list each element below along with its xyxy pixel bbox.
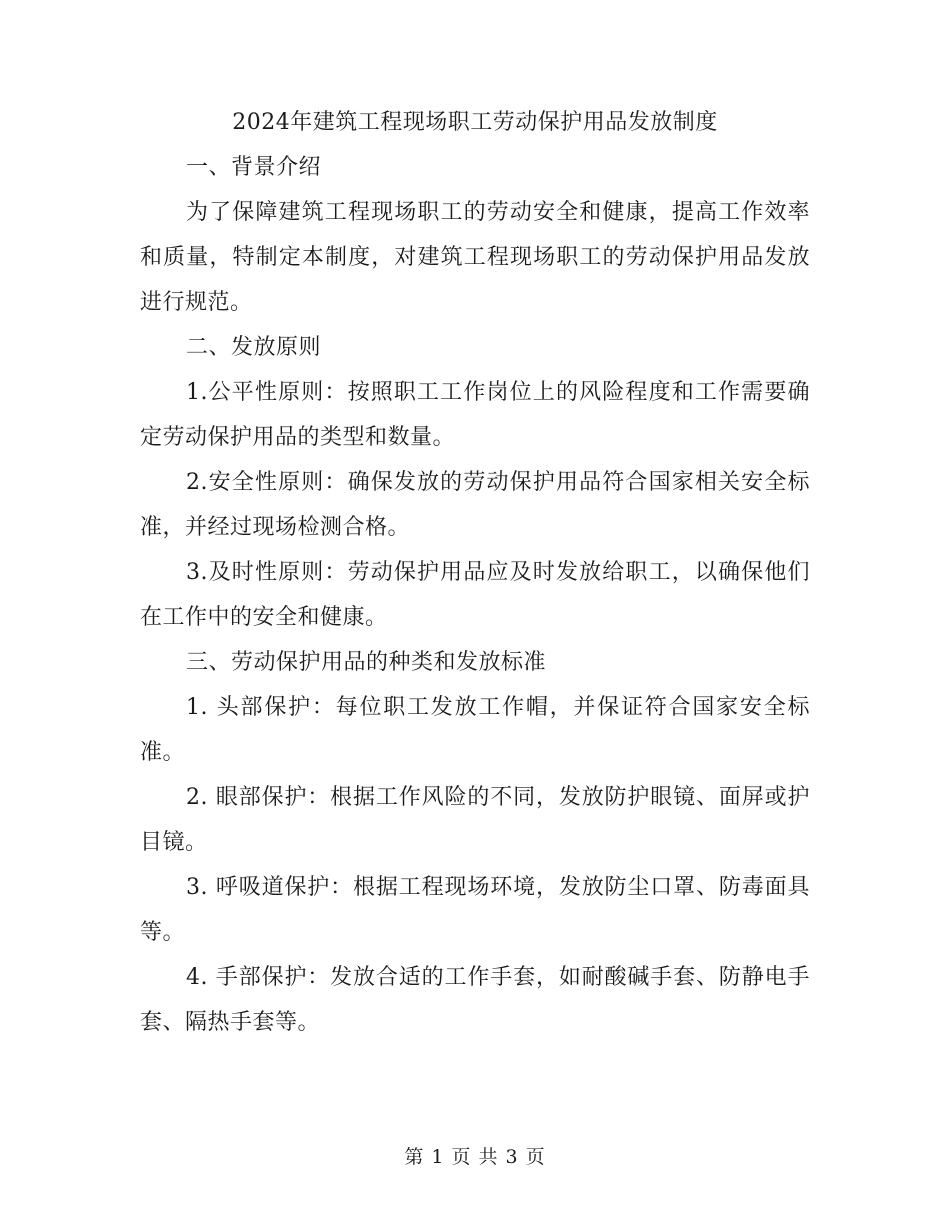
page-number-footer: 第 1 页 共 3 页 [404, 1146, 546, 1168]
paragraph: 1.公平性原则：按照职工工作岗位上的风险程度和工作需要确定劳动保护用品的类型和数量。 [140, 380, 810, 450]
paragraph: 2.安全性原则：确保发放的劳动保护用品符合国家相关安全标准，并经过现场检测合格。 [140, 470, 810, 540]
paragraph: 3.及时性原则：劳动保护用品应及时发放给职工，以确保他们在工作中的安全和健康。 [140, 560, 810, 630]
document-title: 2024年建筑工程现场职工劳动保护用品发放制度 [232, 110, 718, 135]
paragraph: 2. 眼部保护：根据工作风险的不同，发放防护眼镜、面屏或护目镜。 [140, 785, 810, 855]
paragraph: 1. 头部保护：每位职工发放工作帽，并保证符合国家安全标准。 [140, 695, 810, 765]
paragraph: 4. 手部保护：发放合适的工作手套，如耐酸碱手套、防静电手套、隔热手套等。 [140, 965, 810, 1035]
section-heading: 三、劳动保护用品的种类和发放标准 [186, 650, 547, 675]
document-body [140, 100, 810, 1045]
section-heading: 二、发放原则 [186, 335, 322, 360]
section-principles [140, 325, 810, 640]
paragraph: 为了保障建筑工程现场职工的劳动安全和健康，提高工作效率和质量，特制定本制度，对建筑工程现场职工的劳动保护用品发放进行规范。 [140, 200, 810, 315]
section-categories [140, 640, 810, 1045]
paragraph: 3. 呼吸道保护：根据工程现场环境，发放防尘口罩、防毒面具等。 [140, 875, 810, 945]
section-background [140, 145, 810, 325]
section-heading: 一、背景介绍 [186, 155, 322, 180]
